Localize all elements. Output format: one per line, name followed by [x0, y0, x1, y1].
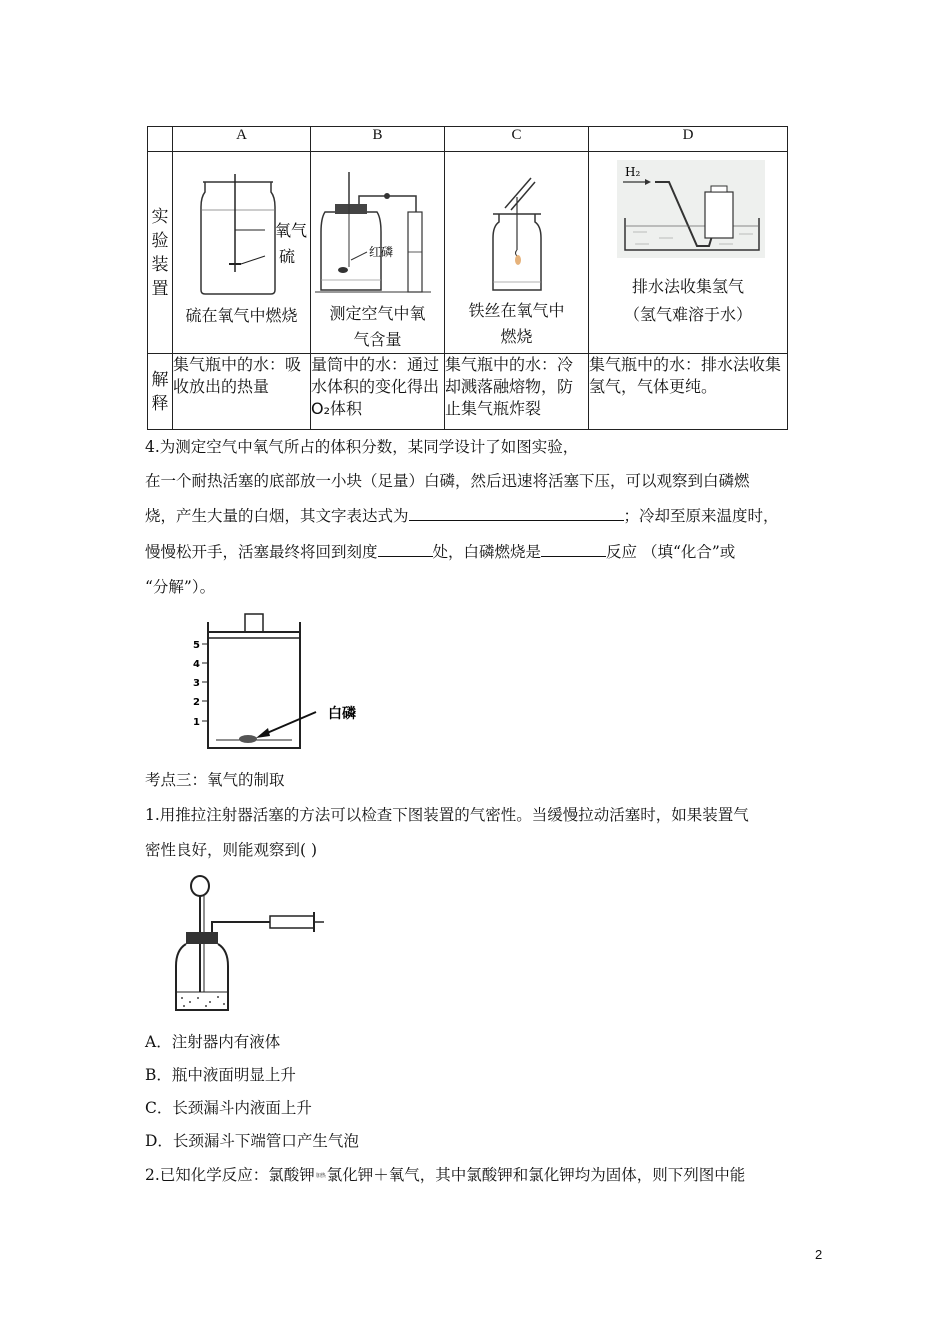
sulfur-burning-diagram: [173, 152, 310, 302]
cell-a-apparatus: [173, 152, 311, 354]
row-label-apparatus: 实 验 装 置: [148, 152, 173, 354]
cell-d-apparatus: [589, 152, 788, 354]
page-number: 2: [815, 1247, 823, 1262]
apparatus-row: [148, 152, 788, 354]
header-d: D: [589, 127, 788, 152]
label-h2: H₂: [625, 165, 641, 179]
q4-line1: 4.为测定空气中氧气所占的体积分数，某同学设计了如图实验，: [145, 438, 579, 456]
airtightness-diagram: [170, 870, 330, 1015]
answer-blank-reaction-type[interactable]: [541, 542, 606, 557]
header-a: A: [173, 127, 311, 152]
hydrogen-collection-diagram: [589, 152, 787, 264]
scale-5: 5: [193, 640, 200, 651]
experiment-table: [147, 126, 788, 430]
q4-line5: “分解”）。: [145, 578, 216, 596]
label-sulfur: 硫: [279, 247, 296, 266]
q2-line1: 2.已知化学反应：氯酸钾加热氯化钾＋氧气，其中氯酸钾和氯化钾均为固体，则下列图中能: [145, 1166, 746, 1184]
iron-wire-diagram: [445, 152, 588, 297]
explanation-row: [148, 354, 788, 430]
table-header-row: [148, 127, 788, 152]
row-label-explanation: 解 释: [148, 354, 173, 430]
cell-b-apparatus: [311, 152, 445, 354]
q4-line3: 烧，产生大量的白烟，其文字表达式为 ；冷却至原来温度时，: [145, 507, 779, 525]
q1-line2: 密性良好，则能观察到( ): [145, 841, 318, 859]
answer-blank-expression[interactable]: [409, 506, 624, 521]
answer-blank-scale[interactable]: [378, 542, 433, 557]
air-oxygen-diagram: [311, 152, 444, 300]
reaction-condition: 加热: [315, 1173, 326, 1179]
q4-line4: 慢慢松开手，活塞最终将回到刻度 处，白磷燃烧是 反应 （填“化合”或: [145, 543, 736, 561]
option-b: B．瓶中液面明显上升: [145, 1066, 296, 1084]
option-a: A．注射器内有液体: [145, 1033, 281, 1051]
explanation-a: 集气瓶中的水：吸收放出的热量: [173, 354, 311, 430]
scale-1: 1: [193, 717, 200, 728]
label-white-phosphorus: 白磷: [328, 706, 356, 722]
caption-a: 硫在氧气中燃烧: [185, 306, 298, 325]
option-c: C．长颈漏斗内液面上升: [145, 1099, 312, 1117]
header-b: B: [311, 127, 445, 152]
q4-line2: 在一个耐热活塞的底部放一小块（足量）白磷，然后迅速将活塞下压，可以观察到白磷燃: [145, 472, 750, 490]
label-oxygen: 氧气: [274, 221, 308, 240]
cell-c-apparatus: [445, 152, 589, 354]
scale-3: 3: [193, 678, 200, 689]
caption-b: 测定空气中氧 气含量: [329, 304, 426, 349]
caption-c: 铁丝在氧气中 燃烧: [468, 301, 565, 346]
explanation-d: 集气瓶中的水：排水法收集氢气，气体更纯。: [589, 354, 788, 430]
section3-title: 考点三：氧气的制取: [145, 771, 285, 789]
q1-line1: 1.用推拉注射器活塞的方法可以检查下图装置的气密性。当缓慢拉动活塞时，如果装置气: [145, 806, 749, 824]
option-d: D．长颈漏斗下端管口产生气泡: [145, 1132, 359, 1150]
header-c: C: [445, 127, 589, 152]
piston-diagram: [188, 612, 378, 757]
caption-d: 排水法收集氢气 （氢气难溶于水）: [623, 277, 752, 324]
explanation-c: 集气瓶中的水：冷却溅落融熔物，防止集气瓶炸裂: [445, 354, 589, 430]
label-red-phosphorus: 红磷: [369, 245, 394, 259]
scale-2: 2: [193, 697, 200, 708]
scale-4: 4: [193, 659, 200, 670]
explanation-b: 量筒中的水：通过水体积的变化得出O₂体积: [311, 354, 445, 430]
